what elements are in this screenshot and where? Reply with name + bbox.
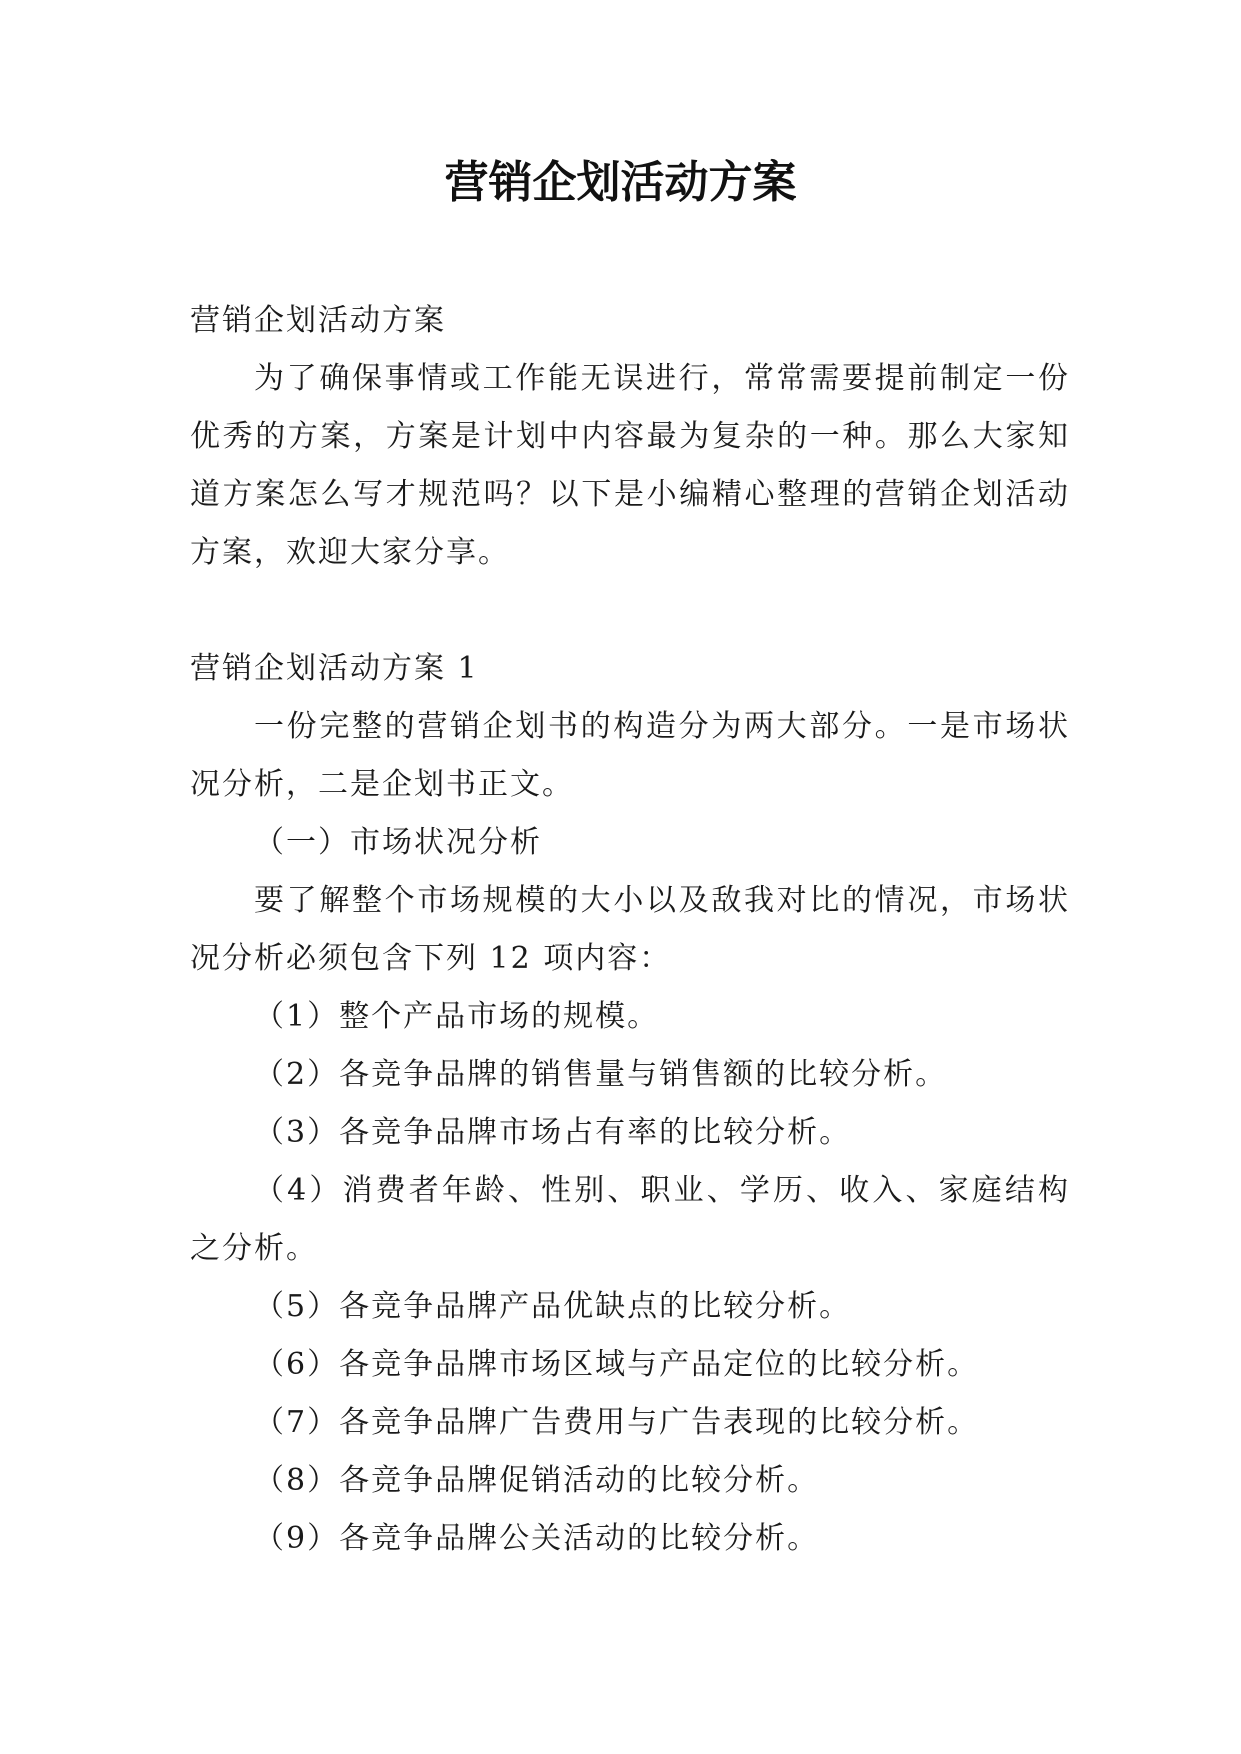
paragraph: 一份完整的营销企划书的构造分为两大部分。一是市场状况分析，二是企划书正文。 — [190, 709, 1070, 802]
list-item: （7）各竞争品牌广告费用与广告表现的比较分析。 — [254, 1405, 980, 1440]
section-heading: 营销企划活动方案 1 — [190, 651, 479, 686]
list-item: （3）各竞争品牌市场占有率的比较分析。 — [254, 1115, 852, 1150]
intro-paragraph: 为了确保事情或工作能无误进行，常常需要提前制定一份优秀的方案，方案是计划中内容最为复杂的一种。那么大家知道方案怎么写才规范吗？以下是小编精心整理的营销企划活动方案，欢迎大家分享。 — [190, 361, 1070, 570]
document-title: 营销企划活动方案 — [444, 157, 797, 208]
list-item: （4）消费者年龄、性别、职业、学历、收入、家庭结构之分析。 — [190, 1173, 1070, 1266]
list-item: （8）各竞争品牌促销活动的比较分析。 — [254, 1463, 820, 1498]
list-item: （9）各竞争品牌公关活动的比较分析。 — [254, 1521, 820, 1556]
subsection-heading: （一）市场状况分析 — [254, 825, 542, 860]
document-body — [190, 292, 1070, 1568]
list-item: （5）各竞争品牌产品优缺点的比较分析。 — [254, 1289, 852, 1324]
list-item: （1）整个产品市场的规模。 — [254, 999, 660, 1034]
list-item: （6）各竞争品牌市场区域与产品定位的比较分析。 — [254, 1347, 980, 1382]
list-item: （2）各竞争品牌的销售量与销售额的比较分析。 — [254, 1057, 948, 1092]
subtitle-line: 营销企划活动方案 — [190, 303, 446, 338]
paragraph: 要了解整个市场规模的大小以及敌我对比的情况，市场状况分析必须包含下列 12 项内容： — [190, 883, 1070, 976]
